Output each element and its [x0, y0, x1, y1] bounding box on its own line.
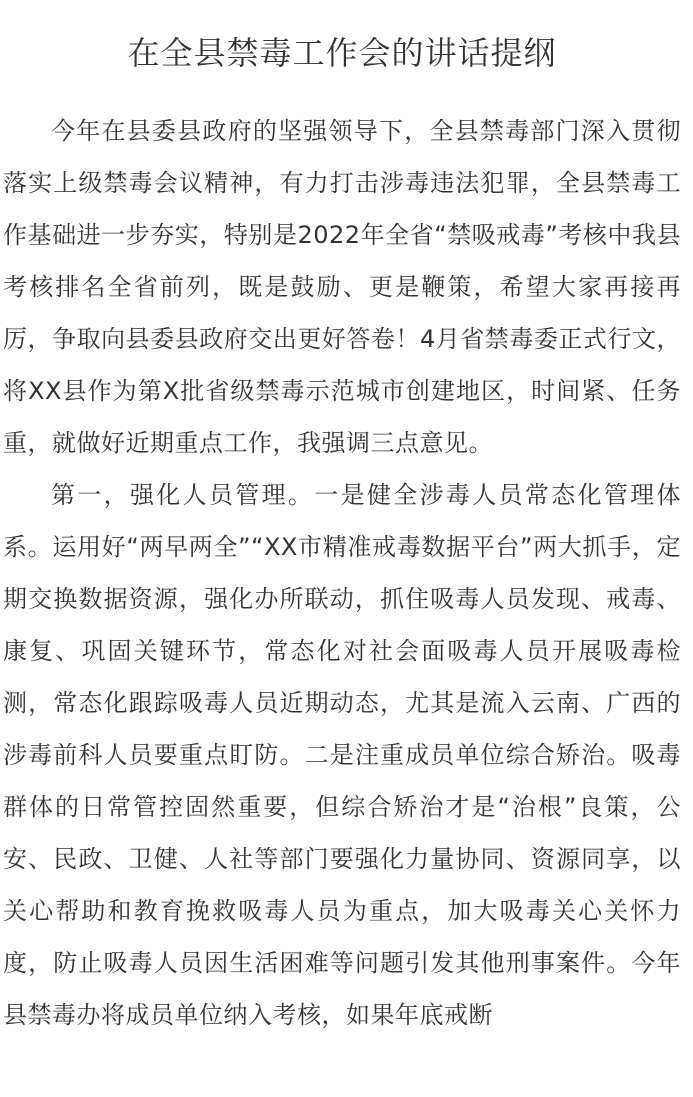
paragraph-first-point: 第一，强化人员管理。一是健全涉毒人员常态化管理体系。运用好“两早两全”“XX市精准戒毒数据平台”两大抓手，定期交换数据资源，强化办所联动，抓住吸毒人员发现、戒毒、康复、巩固关键环节，常态化对社会面吸毒人员开展吸毒检测，常态化跟踪吸毒人员近期动态，尤其是流入云南、广西的涉毒前科人员要重点盯防。二是注重成员单位综合矫治。吸毒群体的日常管控固然重要，但综合矫治才是“治根”良策，公安、民政、卫健、人社等部门要强化力量协同、资源同享，以关心帮助和教育挽救吸毒人员为重点，加大吸毒关心关怀力度，防止吸毒人员因生活困难等问题引发其他刑事案件。今年县禁毒办将成员单位纳入考核，如果年底戒断: [3, 481, 681, 1029]
paragraph-intro: 今年在县委县政府的坚强领导下，全县禁毒部门深入贯彻落实上级禁毒会议精神，有力打击涉毒违法犯罪，全县禁毒工作基础进一步夯实，特别是2022年全省“禁吸戒毒”考核中我县考核排名全省前列，既是鼓励、更是鞭策，希望大家再接再厉，争取向县委县政府交出更好答卷！4月省禁毒委正式行文，将XX县作为第X批省级禁毒示范城市创建地区，时间紧、任务重，就做好近期重点工作，我强调三点意见。: [3, 117, 681, 457]
document-title: 在全县禁毒工作会的讲话提纲: [127, 34, 557, 72]
document-body: [3, 105, 681, 1041]
